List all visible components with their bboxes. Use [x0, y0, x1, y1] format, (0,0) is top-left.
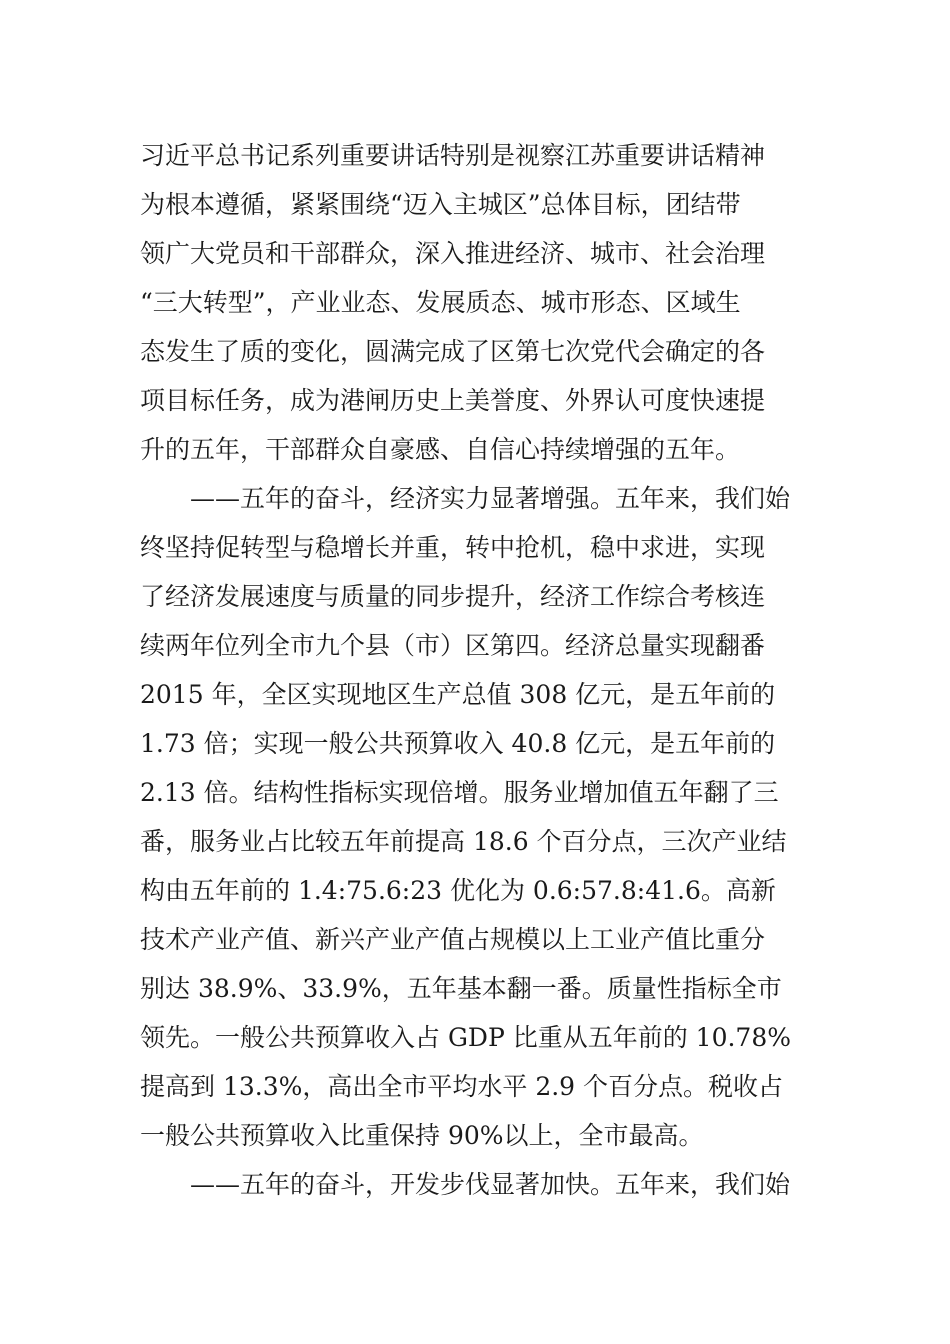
text-line: 1.73 倍；实现一般公共预算收入 40.8 亿元，是五年前的 [140, 729, 776, 758]
text-line: 构由五年前的 1.4:75.6:23 优化为 0.6:57.8:41.6。高新 [140, 876, 776, 905]
text-line: 态发生了质的变化，圆满完成了区第七次党代会确定的各 [140, 337, 766, 366]
text-line: ——五年的奋斗，开发步伐显著加快。五年来，我们始 [140, 1170, 791, 1199]
text-line: 续两年位列全市九个县（市）区第四。经济总量实现翻番 [140, 631, 766, 660]
text-line: “三大转型”，产业业态、发展质态、城市形态、区域生 [140, 288, 741, 317]
text-line: 为根本遵循，紧紧围绕“迈入主城区”总体目标，团结带 [140, 190, 741, 219]
text-line: 别达 38.9%、33.9%，五年基本翻一番。质量性指标全市 [140, 974, 782, 1003]
text-line: 一般公共预算收入比重保持 90%以上，全市最高。 [140, 1121, 704, 1150]
text-line: 项目标任务，成为港闸历史上美誉度、外界认可度快速提 [140, 386, 766, 415]
text-line: 升的五年，干部群众自豪感、自信心持续增强的五年。 [140, 435, 741, 464]
text-line: ——五年的奋斗，经济实力显著增强。五年来，我们始 [140, 484, 791, 513]
text-line: 了经济发展速度与质量的同步提升，经济工作综合考核连 [140, 582, 766, 611]
text-line: 2015 年，全区实现地区生产总值 308 亿元，是五年前的 [140, 680, 776, 709]
text-line: 习近平总书记系列重要讲话特别是视察江苏重要讲话精神 [140, 141, 766, 170]
text-line: 提高到 13.3%，高出全市平均水平 2.9 个百分点。税收占 [140, 1072, 784, 1101]
text-line: 终坚持促转型与稳增长并重，转中抢机，稳中求进，实现 [140, 533, 766, 562]
text-line: 2.13 倍。结构性指标实现倍增。服务业增加值五年翻了三 [140, 778, 779, 807]
text-line: 技术产业产值、新兴产业产值占规模以上工业产值比重分 [140, 925, 766, 954]
text-line: 领先。一般公共预算收入占 GDP 比重从五年前的 10.78% [140, 1023, 792, 1052]
text-line: 番，服务业占比较五年前提高 18.6 个百分点，三次产业结 [140, 827, 787, 856]
text-line: 领广大党员和干部群众，深入推进经济、城市、社会治理 [140, 239, 766, 268]
body-text [140, 131, 820, 1209]
